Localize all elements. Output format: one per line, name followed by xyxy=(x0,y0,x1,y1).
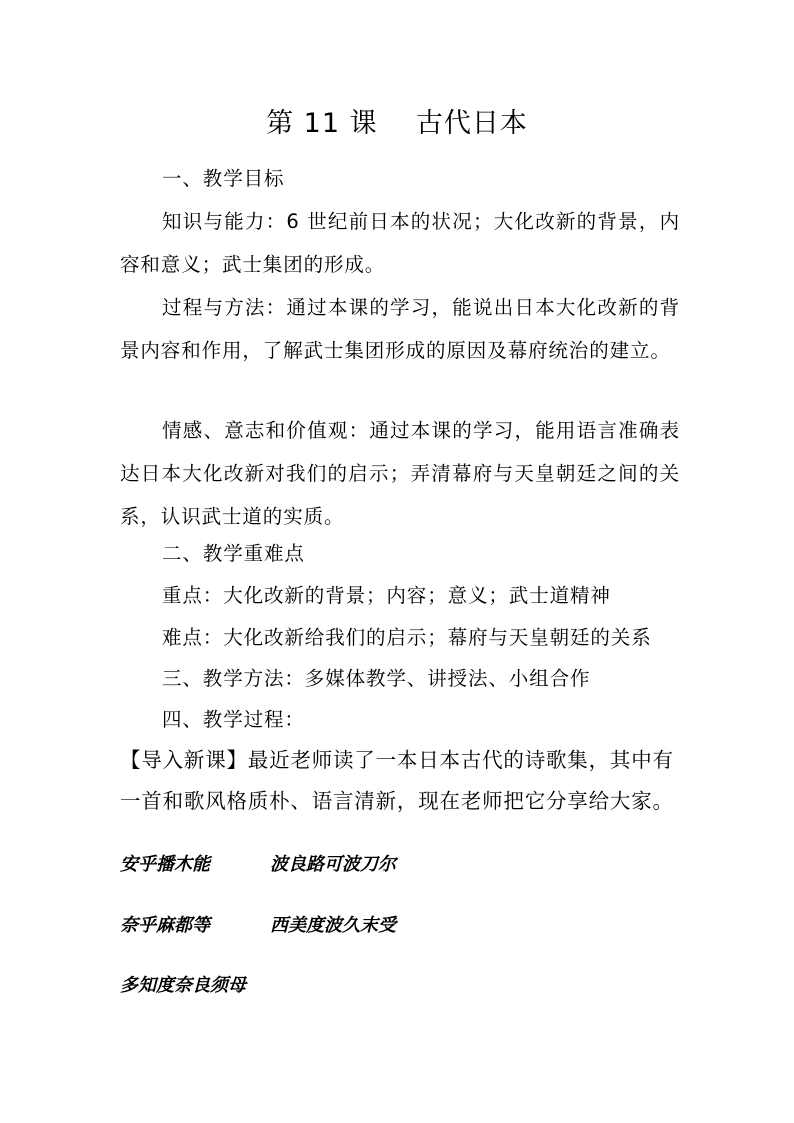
page-title: 第 11 课 古代日本 xyxy=(266,108,528,139)
focus-line: 重点：大化改新的背景；内容；意义；武士道精神 xyxy=(162,584,611,607)
difficulty-line: 难点：大化改新给我们的启示；幕府与天皇朝廷的关系 xyxy=(162,626,652,649)
poem-line-1 xyxy=(120,850,396,880)
poem-line-2-part-a: 奈乎麻都等 xyxy=(120,915,210,936)
emotion-paragraph: 情感、意志和价值观：通过本课的学习，能用语言准确表达日本大化改新对我们的启示；弄清幕府与天皇朝廷之间的关系，认识武士道的实质。 xyxy=(120,419,680,528)
poem-line-2-part-b: 西美度波久末受 xyxy=(270,915,396,936)
poem-line-1-part-a: 安乎播木能 xyxy=(120,854,210,875)
process-method-paragraph: 过程与方法：通过本课的学习，能说出日本大化改新的背景内容和作用，了解武士集团形成的原因及幕府统治的建立。 xyxy=(120,296,680,362)
key-points-heading: 二、教学重难点 xyxy=(162,542,305,565)
intro-paragraph: 【导入新课】最近老师读了一本日本古代的诗歌集，其中有一首和歌风格质朴、语言清新，现在老师把它分享给大家。 xyxy=(120,748,674,813)
poem-line-3: 多知度奈良须母 xyxy=(120,975,246,996)
poem-line-1-part-b: 波良路可波刀尔 xyxy=(270,854,396,875)
knowledge-paragraph: 知识与能力：6 世纪前日本的状况；大化改新的背景，内容和意义；武士集团的形成。 xyxy=(120,210,680,276)
objectives-heading: 一、教学目标 xyxy=(162,167,285,190)
methods-line: 三、教学方法：多媒体教学、讲授法、小组合作 xyxy=(162,667,591,690)
poem-line-2 xyxy=(120,911,396,941)
process-heading: 四、教学过程： xyxy=(162,708,305,731)
